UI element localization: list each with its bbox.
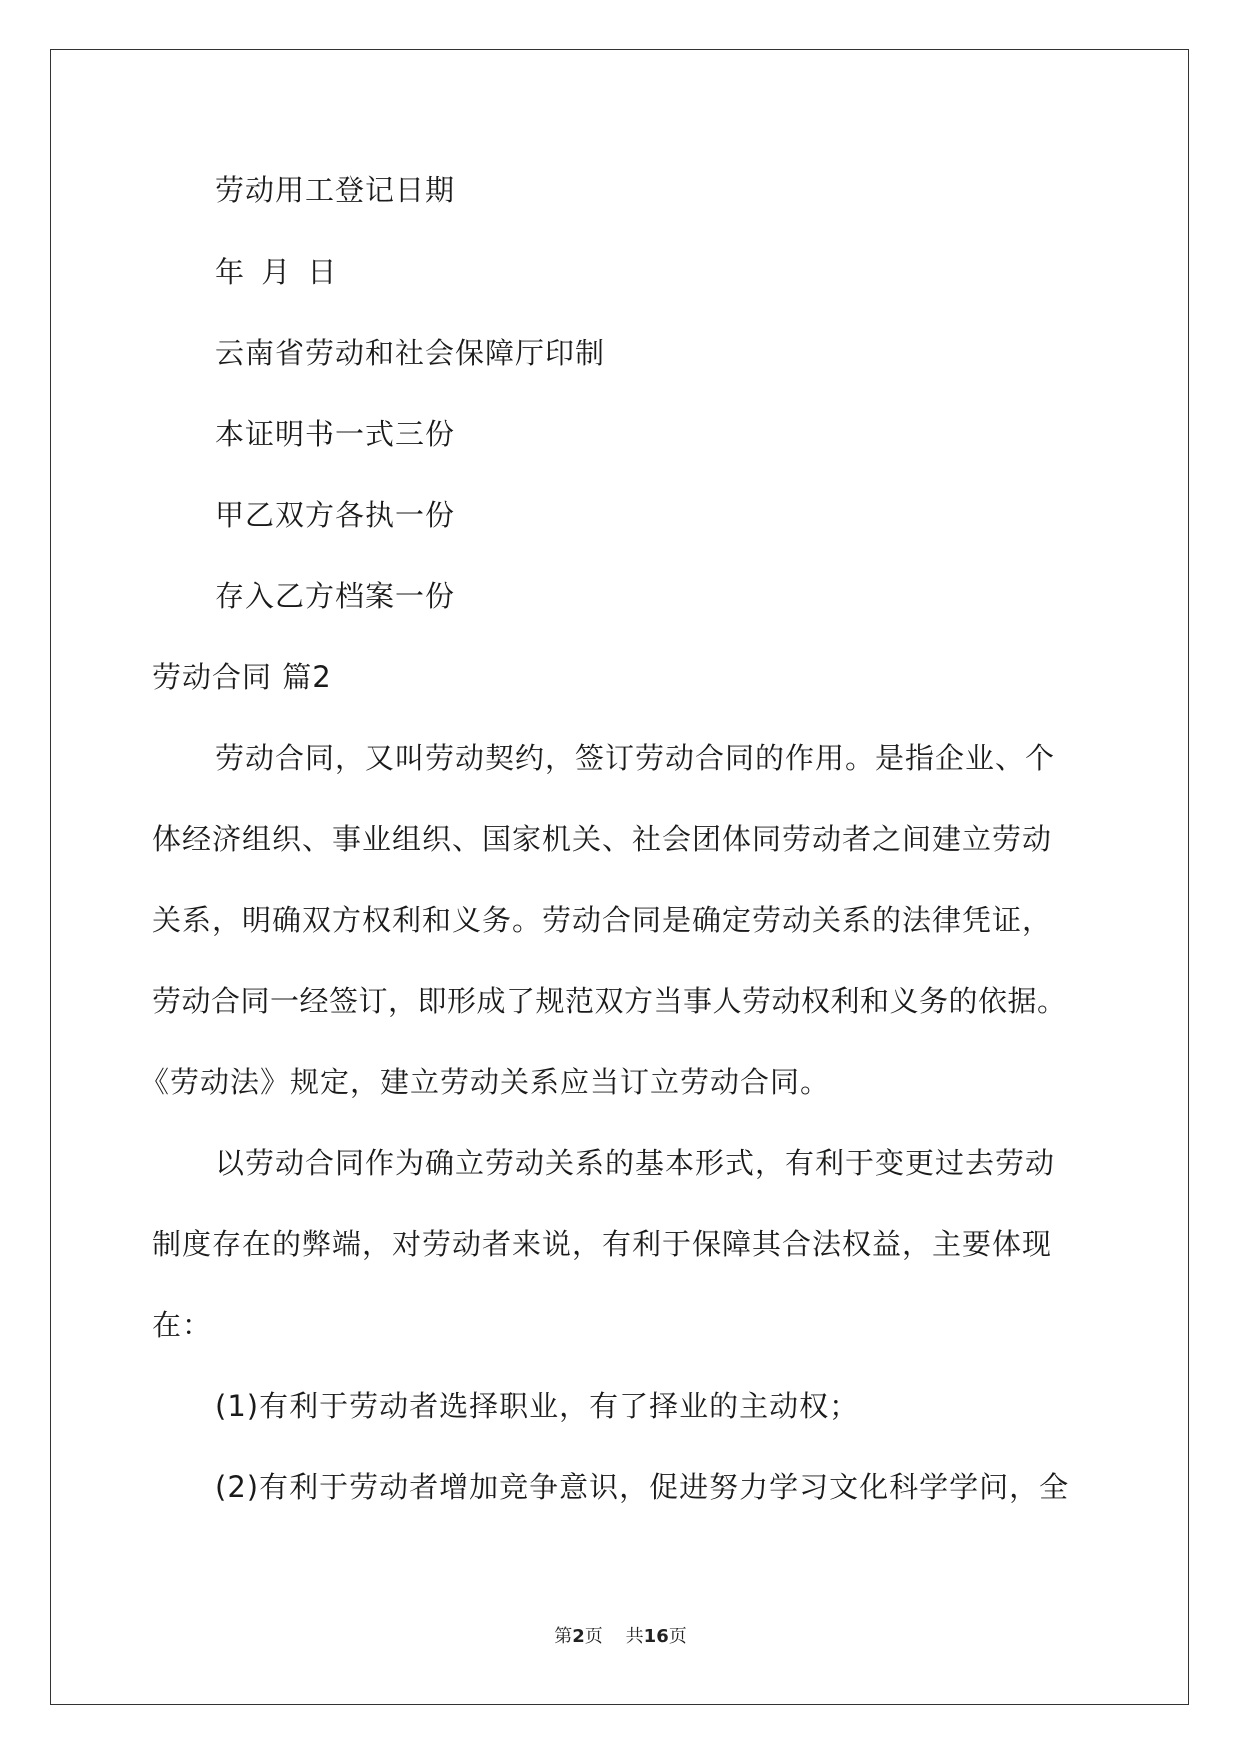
copies-line: 本证明书一式三份 xyxy=(215,417,456,451)
date-placeholder: 年 月 日 xyxy=(215,255,338,289)
printed-by-line: 云南省劳动和社会保障厅印制 xyxy=(215,336,606,370)
list-item: (2)有利于劳动者增加竞争意识，促进努力学习文化科学学问，全 xyxy=(215,1470,1070,1504)
list-item: (1)有利于劳动者选择职业，有了择业的主动权； xyxy=(215,1389,860,1423)
page-footer xyxy=(0,1622,1241,1648)
archive-line: 存入乙方档案一份 xyxy=(215,579,456,613)
paragraph-line: 在： xyxy=(152,1308,213,1342)
each-party-line: 甲乙双方各执一份 xyxy=(215,498,456,532)
total-pages: 16 xyxy=(643,1626,669,1647)
paragraph-line: 制度存在的弊端，对劳动者来说，有利于保障其合法权益，主要体现 xyxy=(152,1227,1053,1261)
paragraph-line: 劳动合同，又叫劳动契约，签订劳动合同的作用。是指企业、个 xyxy=(215,741,1056,775)
registration-date-label: 劳动用工登记日期 xyxy=(215,173,456,207)
page-suffix: 页 xyxy=(584,1626,603,1647)
paragraph-line: 劳动合同一经签订，即形成了规范双方当事人劳动权利和义务的依据。 xyxy=(152,984,1067,1018)
paragraph-line: 关系，明确双方权利和义务。劳动合同是确定劳动关系的法律凭证， xyxy=(152,903,1053,937)
paragraph-line: 《劳动法》规定，建立劳动关系应当订立劳动合同。 xyxy=(140,1065,831,1099)
section-heading: 劳动合同 篇2 xyxy=(152,660,332,694)
total-suffix: 页 xyxy=(668,1626,687,1647)
total-prefix: 共 xyxy=(625,1626,644,1647)
page-prefix: 第 xyxy=(554,1626,573,1647)
paragraph-line: 以劳动合同作为确立劳动关系的基本形式，有利于变更过去劳动 xyxy=(215,1146,1056,1180)
paragraph-line: 体经济组织、事业组织、国家机关、社会团体同劳动者之间建立劳动 xyxy=(152,822,1053,856)
page-border xyxy=(50,49,1189,1705)
page-number: 2 xyxy=(572,1626,585,1647)
